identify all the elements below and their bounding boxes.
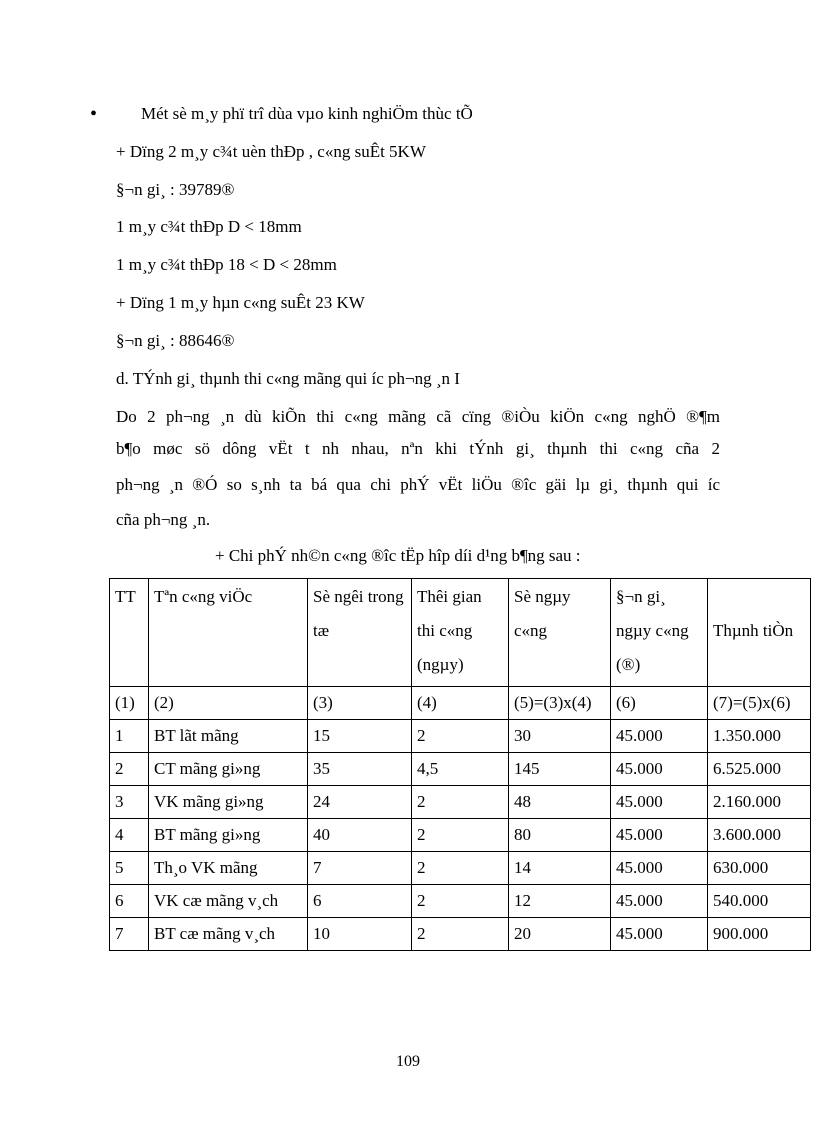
table-cell: 7 (308, 852, 412, 885)
table-cell: 14 (509, 852, 611, 885)
header-cell: TT (110, 579, 149, 687)
table-cell: 4,5 (412, 753, 509, 786)
table-cell: 35 (308, 753, 412, 786)
table-row (110, 720, 811, 753)
table-caption: + Chi phÝ nh©n c«ng ®îc tËp hîp díi d¹ng b¶ng sau : (215, 546, 581, 565)
table-cell: 24 (308, 786, 412, 819)
table-cell: 6 (110, 885, 149, 918)
table-row (110, 918, 811, 951)
table-cell: 45.000 (611, 720, 708, 753)
table-row (110, 819, 811, 852)
table-cell: (1) (110, 687, 149, 720)
table-cell: (3) (308, 687, 412, 720)
text-line: §¬n gi¸ : 88646® (116, 331, 235, 350)
heading-line: Mét sè m¸y phï trî dùa vµo kinh nghiÖm thùc tÕ (141, 104, 473, 123)
table-cell: (2) (149, 687, 308, 720)
table-cell: BT cæ mãng v¸ch (149, 918, 308, 951)
table-cell: 3.600.000 (708, 819, 811, 852)
table-cell: 45.000 (611, 753, 708, 786)
table-cell: VK cæ mãng v¸ch (149, 885, 308, 918)
table-cell: 1 (110, 720, 149, 753)
table-cell: 20 (509, 918, 611, 951)
paragraph-line: cña ph¬ng ¸n. (116, 510, 211, 529)
table-cell: 10 (308, 918, 412, 951)
table-cell: (7)=(5)x(6) (708, 687, 811, 720)
table-cell: 145 (509, 753, 611, 786)
paragraph-line: ph¬ng ¸n ®Ó so s¸nh ta bá qua chi phÝ vËt liÖu ®îc gäi lµ gi¸ thµnh qui íc (116, 475, 720, 494)
table-cell: 30 (509, 720, 611, 753)
table-index-row (110, 687, 811, 720)
text-line: §¬n gi¸ : 39789® (116, 180, 235, 199)
table-cell: 2 (412, 819, 509, 852)
table-cell: CT mãng gi»ng (149, 753, 308, 786)
table-cell: 48 (509, 786, 611, 819)
table-cell: 45.000 (611, 885, 708, 918)
header-cell: Sè ngµy c«ng (509, 579, 611, 687)
page-number: 109 (396, 1053, 420, 1070)
table-cell: 1.350.000 (708, 720, 811, 753)
table-cell: 2 (412, 885, 509, 918)
table-cell: 45.000 (611, 819, 708, 852)
section-heading: d. TÝnh gi¸ thµnh thi c«ng mãng qui íc ph¬ng ¸n I (116, 369, 460, 388)
table-cell: BT mãng gi»ng (149, 819, 308, 852)
table-cell: 5 (110, 852, 149, 885)
table-cell: 45.000 (611, 918, 708, 951)
table-cell: 6.525.000 (708, 753, 811, 786)
header-cell: Sè ngêi trong tæ (308, 579, 412, 687)
bullet-icon: • (90, 103, 98, 125)
paragraph-line: b¶o møc sö dông vËt t nh nhau, nªn khi tÝnh gi¸ thµnh thi c«ng cña 2 (116, 439, 720, 458)
table-cell: 540.000 (708, 885, 811, 918)
text-line: + Dïng 1 m¸y hµn c«ng suÊt 23 KW (116, 293, 365, 312)
table-cell: 2 (412, 786, 509, 819)
paragraph-line: Do 2 ph¬ng ¸n dù kiÕn thi c«ng mãng cã cïng ®iÒu kiÖn c«ng nghÖ ®¶m (116, 407, 720, 426)
table-header-row (110, 579, 811, 687)
text-line: + Dïng 2 m¸y c¾t uèn thÐp , c«ng suÊt 5KW (116, 142, 426, 161)
table-cell: 6 (308, 885, 412, 918)
table-cell: 4 (110, 819, 149, 852)
table-cell: Th¸o VK mãng (149, 852, 308, 885)
table-cell: 7 (110, 918, 149, 951)
table-row (110, 786, 811, 819)
table-cell: 12 (509, 885, 611, 918)
table-cell: 2.160.000 (708, 786, 811, 819)
table-cell: 45.000 (611, 786, 708, 819)
table-cell: 2 (110, 753, 149, 786)
table-cell: 2 (412, 918, 509, 951)
table-cell: 630.000 (708, 852, 811, 885)
table-cell: (4) (412, 687, 509, 720)
table-cell: 15 (308, 720, 412, 753)
table-cell: 80 (509, 819, 611, 852)
header-cell: Thµnh tiÒn (708, 579, 811, 687)
table-cell: 3 (110, 786, 149, 819)
table-cell: (5)=(3)x(4) (509, 687, 611, 720)
table-cell: 2 (412, 852, 509, 885)
table-row (110, 753, 811, 786)
text-line: 1 m¸y c¾t thÐp D < 18mm (116, 217, 302, 236)
table-row (110, 885, 811, 918)
table-cell: BT lãt mãng (149, 720, 308, 753)
table-cell: 2 (412, 720, 509, 753)
header-cell: §¬n gi¸ ngµy c«ng (®) (611, 579, 708, 687)
table-cell: VK mãng gi»ng (149, 786, 308, 819)
table-cell: 45.000 (611, 852, 708, 885)
table-row (110, 852, 811, 885)
header-cell: Tªn c«ng viÖc (149, 579, 308, 687)
table-cell: (6) (611, 687, 708, 720)
table-cell: 900.000 (708, 918, 811, 951)
table-cell: 40 (308, 819, 412, 852)
labor-cost-table (109, 578, 811, 951)
text-line: 1 m¸y c¾t thÐp 18 < D < 28mm (116, 255, 337, 274)
header-cell: Thêi gian thi c«ng (ngµy) (412, 579, 509, 687)
